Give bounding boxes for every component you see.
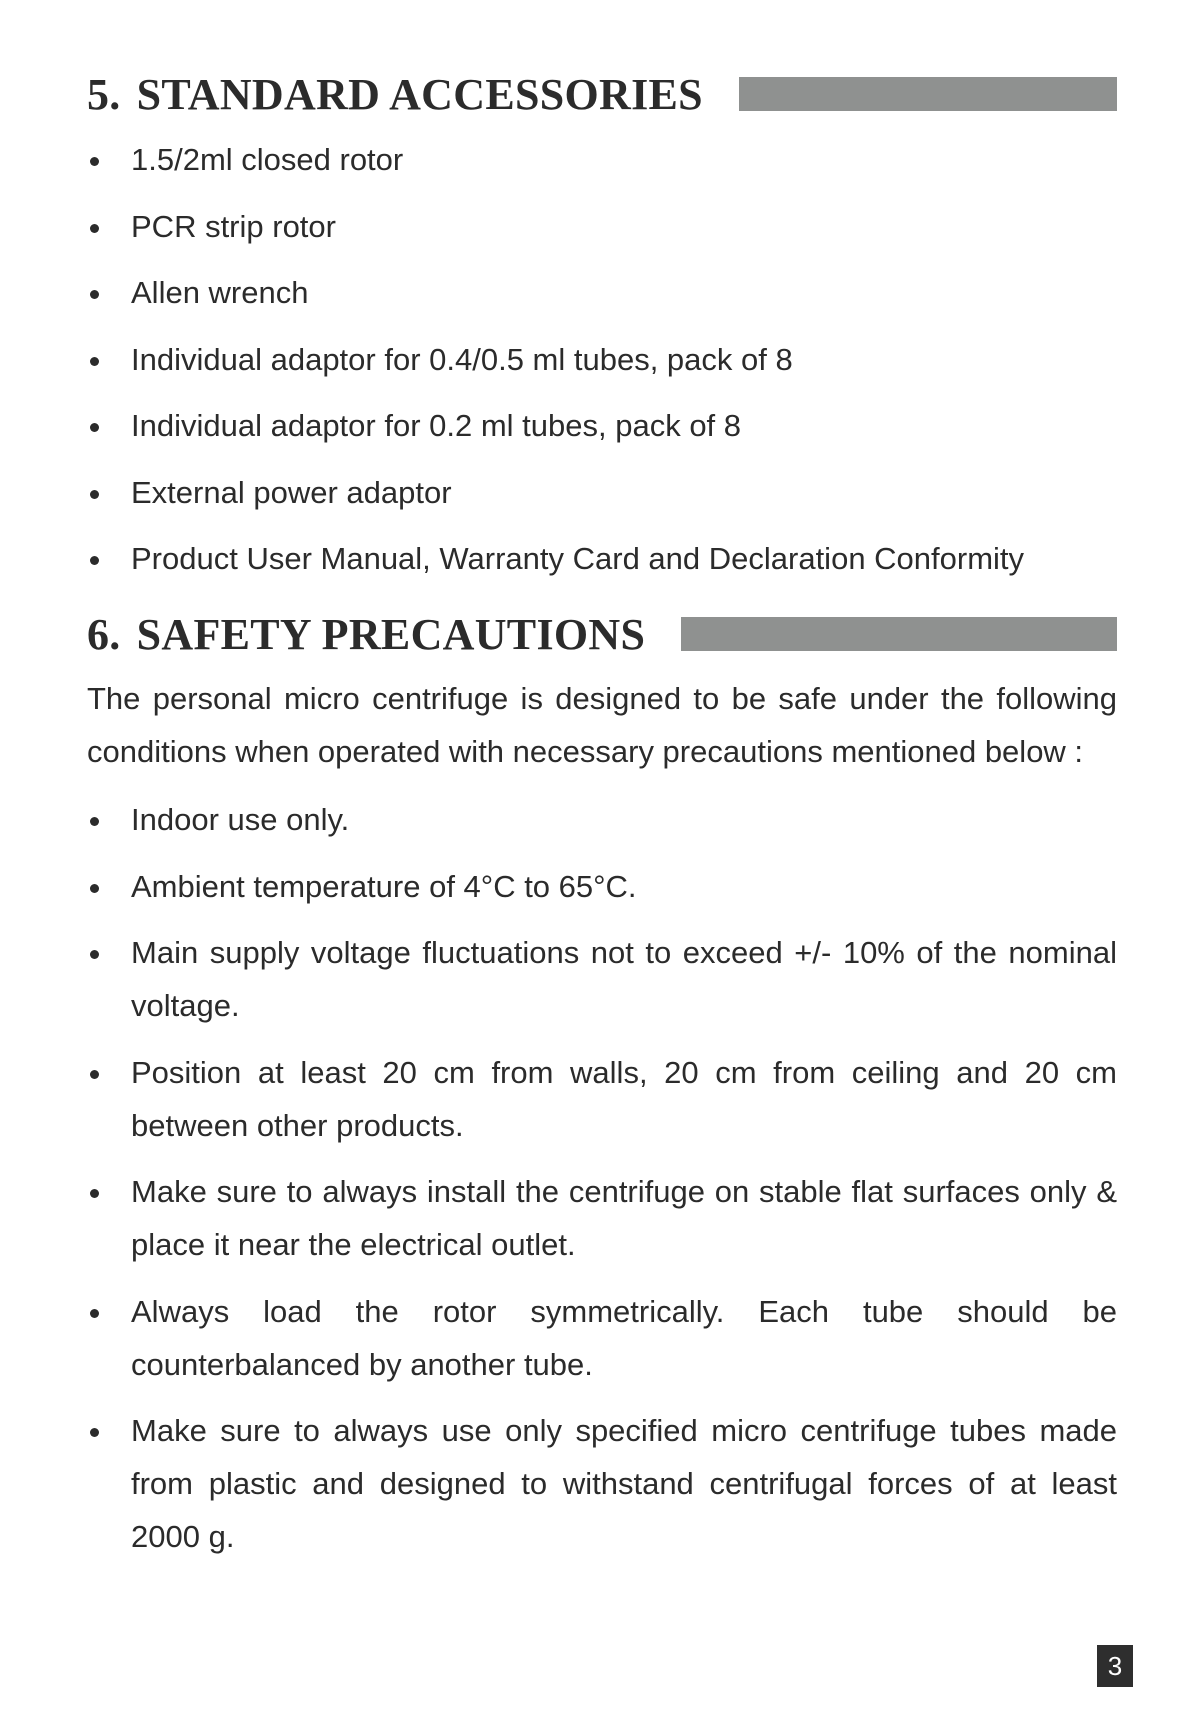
bullet-icon	[90, 224, 99, 233]
list-item	[87, 1046, 1117, 1152]
list-item	[87, 133, 1117, 186]
list-item	[87, 399, 1117, 452]
bullet-icon	[90, 817, 99, 826]
list-item	[87, 200, 1117, 253]
list-item-text: Product User Manual, Warranty Card and Declaration Conformity	[131, 541, 1025, 576]
list-item	[87, 532, 1117, 585]
bullet-icon	[90, 423, 99, 432]
bullet-icon	[90, 157, 99, 166]
section-title-text: STANDARD ACCESSORIES	[136, 69, 703, 119]
list-item-text: Main supply voltage fluctuations not to exceed +/- 10% of the nominal voltage.	[131, 935, 1117, 1023]
section-title-text: SAFETY PRECAUTIONS	[136, 609, 646, 659]
list-item	[87, 1165, 1117, 1271]
list-item-text: External power adaptor	[131, 474, 452, 510]
bullet-icon	[90, 950, 99, 959]
list-item-text: Always load the rotor symmetrically. Each tube should be counterbalanced by another tube.	[131, 1293, 1117, 1382]
list-item-text: Position at least 20 cm from walls, 20 cm from ceiling and 20 cm between other products.	[131, 1054, 1117, 1143]
list-item-text: Individual adaptor for 0.2 ml tubes, pack of 8	[131, 408, 742, 443]
bullet-icon	[90, 884, 99, 893]
bullet-icon	[90, 490, 99, 499]
list-item-text: Make sure to always install the centrifuge on stable flat surfaces only & place it near the electrical outlet.	[131, 1174, 1117, 1262]
list-item-text: Make sure to always use only specified micro centrifuge tubes made from plastic and designed to withstand centrifugal forces of at least 2000 g.	[131, 1413, 1117, 1554]
section-title	[87, 609, 645, 660]
list-item	[87, 1404, 1117, 1563]
bullet-icon	[90, 290, 99, 299]
list-item	[87, 926, 1117, 1032]
list-item	[87, 266, 1117, 319]
list-item	[87, 860, 1117, 913]
list-item-text: Ambient temperature of 4°C to 65°C.	[131, 868, 637, 904]
page-number: 3	[1097, 1645, 1133, 1687]
list-item	[87, 466, 1117, 519]
list-item-text: Allen wrench	[131, 275, 309, 310]
bullet-icon	[90, 1189, 99, 1198]
safety-intro-paragraph: The personal micro centrifuge is designed to be safe under the following conditions when operated with necessary precautions mentioned below :	[87, 681, 1117, 769]
bullet-icon	[90, 357, 99, 366]
bullet-icon	[90, 1070, 99, 1079]
list-item-text: Indoor use only.	[131, 802, 350, 837]
section-title	[87, 69, 703, 120]
section-number: 6.	[87, 609, 121, 659]
bullet-icon	[90, 556, 99, 565]
section-heading-safety	[87, 604, 1117, 664]
section-heading-accessories	[87, 64, 1117, 124]
section-number: 5.	[87, 69, 121, 119]
list-item-text: PCR strip rotor	[131, 208, 336, 244]
bullet-icon	[90, 1309, 99, 1318]
list-item	[87, 333, 1117, 386]
accessories-list	[87, 133, 1117, 599]
list-item-text: 1.5/2ml closed rotor	[131, 142, 404, 177]
list-item-text: Individual adaptor for 0.4/0.5 ml tubes, pack of 8	[131, 341, 793, 377]
safety-list	[87, 793, 1117, 1577]
list-item	[87, 793, 1117, 846]
list-item	[87, 1285, 1117, 1391]
heading-bar	[681, 617, 1117, 651]
bullet-icon	[90, 1428, 99, 1437]
heading-bar	[739, 77, 1117, 111]
